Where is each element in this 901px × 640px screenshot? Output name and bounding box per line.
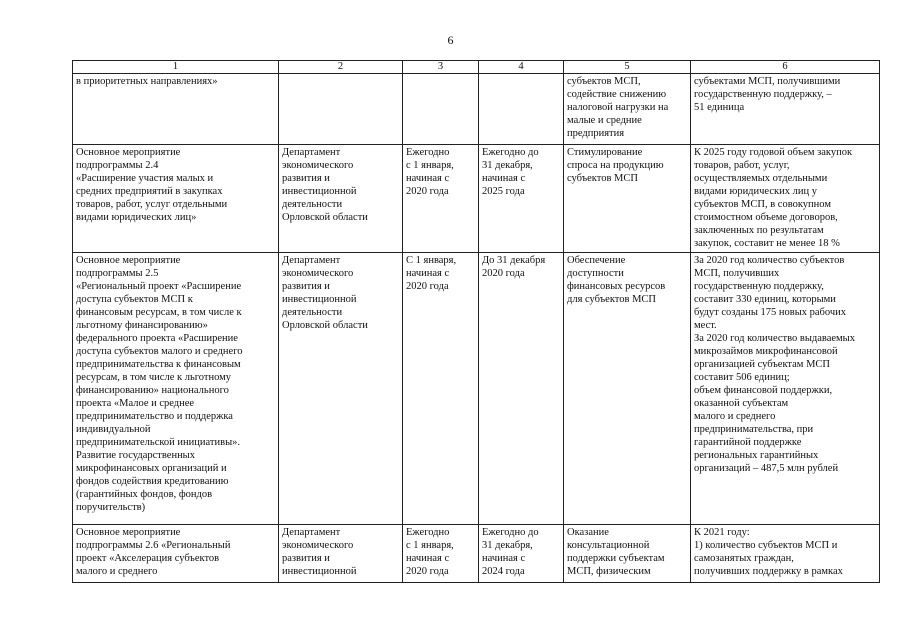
cell-indicator: К 2025 году годовой объем закупок товаров, работ, услуг, осуществляемых отдельными видами юридических лиц у субъектов МСП, в совокупном стоимостном объеме договоров, заключенных по результатам закупок, составит не менее 18 %	[691, 145, 880, 253]
cell-expected-result: Обеспечение доступности финансовых ресурсов для субъектов МСП	[564, 253, 691, 525]
cell-executor: Департамент экономического развития и инвестиционной деятельности Орловской области	[279, 253, 403, 525]
table-row	[73, 253, 880, 525]
column-header-6: 6	[691, 61, 880, 74]
cell-start-date: С 1 января, начиная с 2020 года	[403, 253, 479, 525]
cell-measure: Основное мероприятие подпрограммы 2.4 «Расширение участия малых и средних предприятий в закупках товаров, работ, услуг отдельными видами юридических лиц»	[73, 145, 279, 253]
measures-table	[72, 60, 880, 583]
cell-expected-result: Стимулирование спроса на продукцию субъектов МСП	[564, 145, 691, 253]
column-header-1: 1	[73, 61, 279, 74]
cell-indicator: К 2021 году: 1) количество субъектов МСП и самозанятых граждан, получивших поддержку в рамках	[691, 525, 880, 583]
cell-start-date: Ежегодно с 1 января, начиная с 2020 года	[403, 525, 479, 583]
column-header-3: 3	[403, 61, 479, 74]
cell-measure: Основное мероприятие подпрограммы 2.5 «Региональный проект «Расширение доступа субъектов МСП к финансовым ресурсам, в том числе к льготному финансированию» федерального проекта «Расширение доступа субъектов малого и среднего предпринимательства к финансовым ресурсам, в том числе к льготному финансированию» национального проекта «Малое и среднее предпринимательство и поддержка индивидуальной предпринимательской инициативы». Развитие государственных микрофинансовых организаций и фондов содействия кредитованию (гарантийных фондов, фондов поручительств)	[73, 253, 279, 525]
cell-indicator: За 2020 год количество субъектов МСП, получивших государственную поддержку, составит 330 единиц, которыми будут созданы 175 новых рабочих мест. За 2020 год количество выдаваемых микрозаймов микрофинансовой организацией субъектам МСП составит 506 единиц; объем финансовой поддержки, оказанной субъектам малого и среднего предпринимательства, при гарантийной поддержке региональных гарантийных организаций – 487,5 млн рублей	[691, 253, 880, 525]
cell-executor	[279, 74, 403, 145]
table-row	[73, 74, 880, 145]
cell-end-date: До 31 декабря 2020 года	[479, 253, 564, 525]
cell-measure: Основное мероприятие подпрограммы 2.6 «Региональный проект «Акселерация субъектов малого и среднего	[73, 525, 279, 583]
cell-start-date	[403, 74, 479, 145]
cell-end-date: Ежегодно до 31 декабря, начиная с 2025 года	[479, 145, 564, 253]
cell-expected-result: субъектов МСП, содействие снижению налоговой нагрузки на малые и средние предприятия	[564, 74, 691, 145]
column-header-5: 5	[564, 61, 691, 74]
page-number: 6	[447, 33, 454, 47]
cell-end-date: Ежегодно до 31 декабря, начиная с 2024 года	[479, 525, 564, 583]
cell-end-date	[479, 74, 564, 145]
cell-start-date: Ежегодно с 1 января, начиная с 2020 года	[403, 145, 479, 253]
cell-executor: Департамент экономического развития и инвестиционной	[279, 525, 403, 583]
table-row	[73, 525, 880, 583]
cell-measure: в приоритетных направлениях»	[73, 74, 279, 145]
cell-executor: Департамент экономического развития и инвестиционной деятельности Орловской области	[279, 145, 403, 253]
table-row	[73, 145, 880, 253]
cell-indicator: субъектами МСП, получившими государственную поддержку, – 51 единица	[691, 74, 880, 145]
table-header-row	[73, 61, 880, 74]
cell-expected-result: Оказание консультационной поддержки субъектам МСП, физическим	[564, 525, 691, 583]
column-header-2: 2	[279, 61, 403, 74]
column-header-4: 4	[479, 61, 564, 74]
